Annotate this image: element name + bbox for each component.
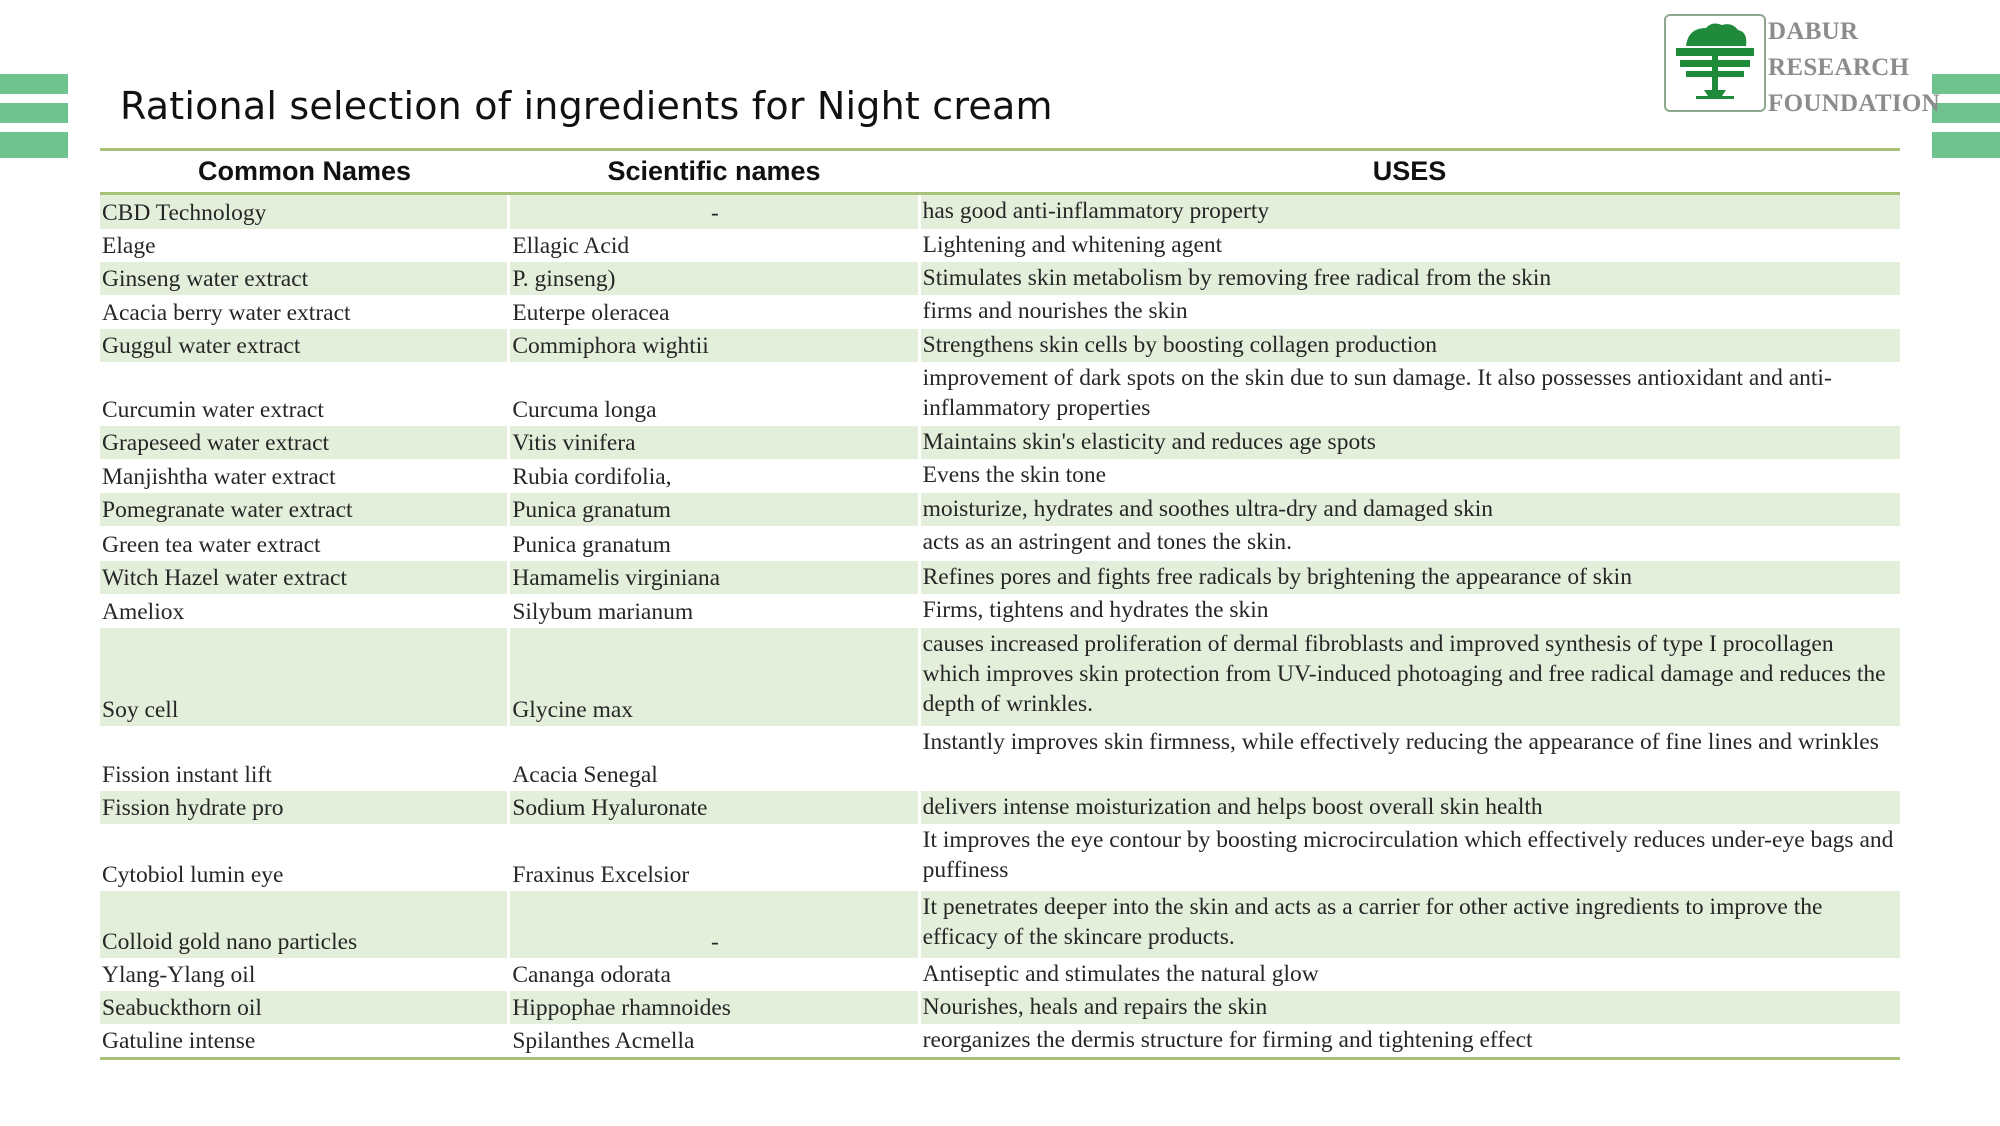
cell-scientific-name: Glycine max [510, 628, 917, 726]
cell-uses: Nourishes, heals and repairs the skin [921, 991, 1900, 1024]
accent-bar [1932, 74, 2000, 94]
table-row [100, 991, 1900, 1024]
cell-uses: Evens the skin tone [922, 462, 1107, 488]
cell-uses: Lightening and whitening agent [922, 232, 1223, 258]
cell-common-name: Guggul water extract [100, 329, 507, 362]
cell-uses: delivers intense moisturization and helps boost overall skin health [921, 791, 1900, 824]
cell-common-name: Gatuline intense [102, 1028, 256, 1054]
table-row [100, 493, 1900, 526]
cell-uses: improvement of dark spots on the skin due to sun damage. It also possesses antioxidant and anti-inflammatory properties [922, 365, 1832, 421]
cell-scientific-name: Sodium Hyaluronate [510, 791, 917, 824]
cell-uses: moisturize, hydrates and soothes ultra-dry and damaged skin [921, 493, 1900, 526]
logo-line-3: FOUNDATION [1768, 90, 1940, 117]
logo-text [1768, 14, 1940, 122]
table-row [100, 561, 1900, 594]
cell-scientific-name: Punica granatum [510, 493, 917, 526]
tree-logo-icon [1664, 14, 1766, 112]
cell-uses: Refines pores and fights free radicals by brightening the appearance of skin [921, 561, 1900, 594]
cell-scientific-name: Fraxinus Excelsior [512, 862, 690, 888]
table-row [100, 791, 1900, 824]
table-row [100, 1024, 1900, 1057]
cell-scientific-name: Hamamelis virginiana [510, 561, 917, 594]
cell-scientific-name: Commiphora wightii [510, 329, 917, 362]
left-accent-bars [0, 74, 68, 167]
cell-uses: It improves the eye contour by boosting microcirculation which effectively reduces under-eye bags and puffiness [922, 827, 1894, 883]
cell-common-name: Manjishtha water extract [102, 464, 336, 490]
logo-line-2: RESEARCH [1768, 54, 1910, 81]
cell-uses: Firms, tightens and hydrates the skin [922, 597, 1269, 623]
cell-common-name: CBD Technology [100, 195, 507, 229]
cell-uses: causes increased proliferation of dermal fibroblasts and improved synthesis of type I procollagen which improves skin protection from UV-induced photoaging and free radical damage and reduces the depth of wrinkles. [921, 628, 1900, 726]
cell-uses: Maintains skin's elasticity and reduces age spots [921, 426, 1900, 459]
table-bottom-rule [100, 1057, 1900, 1060]
header-scientific-names: Scientific names [607, 156, 821, 186]
table-header-row [100, 151, 1900, 192]
cell-common-name: Ginseng water extract [100, 262, 507, 295]
cell-uses: Strengthens skin cells by boosting collagen production [921, 329, 1900, 362]
cell-scientific-name: Silybum marianum [512, 599, 694, 625]
logo-line-1: DABUR [1768, 18, 1859, 45]
cell-scientific-name: Punica granatum [512, 532, 671, 558]
dabur-logo [1664, 14, 1940, 117]
header-uses: USES [1372, 156, 1447, 186]
table-row [100, 459, 1900, 493]
cell-common-name: Grapeseed water extract [100, 426, 507, 459]
table-row [100, 628, 1900, 726]
table-row [100, 295, 1900, 329]
ingredients-table [100, 148, 1900, 1060]
cell-common-name: Ameliox [102, 599, 185, 625]
cell-scientific-name: P. ginseng) [510, 262, 917, 295]
accent-bar [0, 132, 68, 158]
cell-common-name: Colloid gold nano particles [100, 891, 507, 958]
table-body [100, 195, 1900, 1057]
cell-scientific-name: Cananga odorata [512, 962, 671, 988]
cell-common-name: Pomegranate water extract [100, 493, 507, 526]
cell-scientific-name: Ellagic Acid [512, 233, 630, 259]
cell-uses: firms and nourishes the skin [922, 298, 1188, 324]
table-row [100, 958, 1900, 991]
cell-uses: acts as an astringent and tones the skin. [922, 529, 1293, 555]
header-common-names: Common Names [197, 156, 412, 186]
table-row [100, 195, 1900, 229]
table-row [100, 526, 1900, 561]
cell-common-name: Green tea water extract [102, 532, 321, 558]
table-row [100, 891, 1900, 958]
cell-scientific-name: - [510, 195, 917, 229]
cell-uses: Stimulates skin metabolism by removing free radical from the skin [921, 262, 1900, 295]
cell-common-name: Acacia berry water extract [102, 300, 351, 326]
table-row [100, 594, 1900, 628]
table-row [100, 229, 1900, 262]
table-row [100, 329, 1900, 362]
cell-common-name: Ylang-Ylang oil [102, 962, 256, 988]
cell-common-name: Fission hydrate pro [100, 791, 507, 824]
accent-bar [0, 103, 68, 123]
table-row [100, 362, 1900, 426]
cell-scientific-name: Hippophae rhamnoides [510, 991, 917, 1024]
cell-scientific-name: Spilanthes Acmella [512, 1028, 695, 1054]
slide-title: Rational selection of ingredients for Night cream [120, 84, 1053, 128]
table-row [100, 726, 1900, 791]
cell-scientific-name: Curcuma longa [512, 397, 657, 423]
cell-common-name: Seabuckthorn oil [100, 991, 507, 1024]
cell-scientific-name: Vitis vinifera [510, 426, 917, 459]
table-row [100, 824, 1900, 891]
table-row [100, 262, 1900, 295]
cell-common-name: Witch Hazel water extract [100, 561, 507, 594]
cell-scientific-name: Euterpe oleracea [512, 300, 670, 326]
cell-common-name: Cytobiol lumin eye [102, 862, 284, 888]
cell-common-name: Fission instant lift [102, 762, 272, 788]
cell-scientific-name: Rubia cordifolia, [512, 464, 672, 490]
cell-uses: It penetrates deeper into the skin and acts as a carrier for other active ingredients to improve the efficacy of the skincare products. [921, 891, 1900, 958]
cell-uses: Antiseptic and stimulates the natural glow [922, 961, 1319, 987]
accent-bar [1932, 132, 2000, 158]
cell-uses: has good anti-inflammatory property [921, 195, 1900, 229]
cell-scientific-name: - [510, 891, 917, 958]
cell-scientific-name: Acacia Senegal [512, 762, 658, 788]
accent-bar [0, 74, 68, 94]
cell-uses: Instantly improves skin firmness, while effectively reducing the appearance of fine lines and wrinkles [922, 729, 1879, 755]
accent-bar [1932, 103, 2000, 123]
cell-common-name: Elage [102, 233, 156, 259]
cell-common-name: Curcumin water extract [102, 397, 324, 423]
cell-common-name: Soy cell [100, 628, 507, 726]
cell-uses: reorganizes the dermis structure for firming and tightening effect [922, 1027, 1533, 1053]
right-accent-bars [1932, 74, 2000, 167]
table-row [100, 426, 1900, 459]
